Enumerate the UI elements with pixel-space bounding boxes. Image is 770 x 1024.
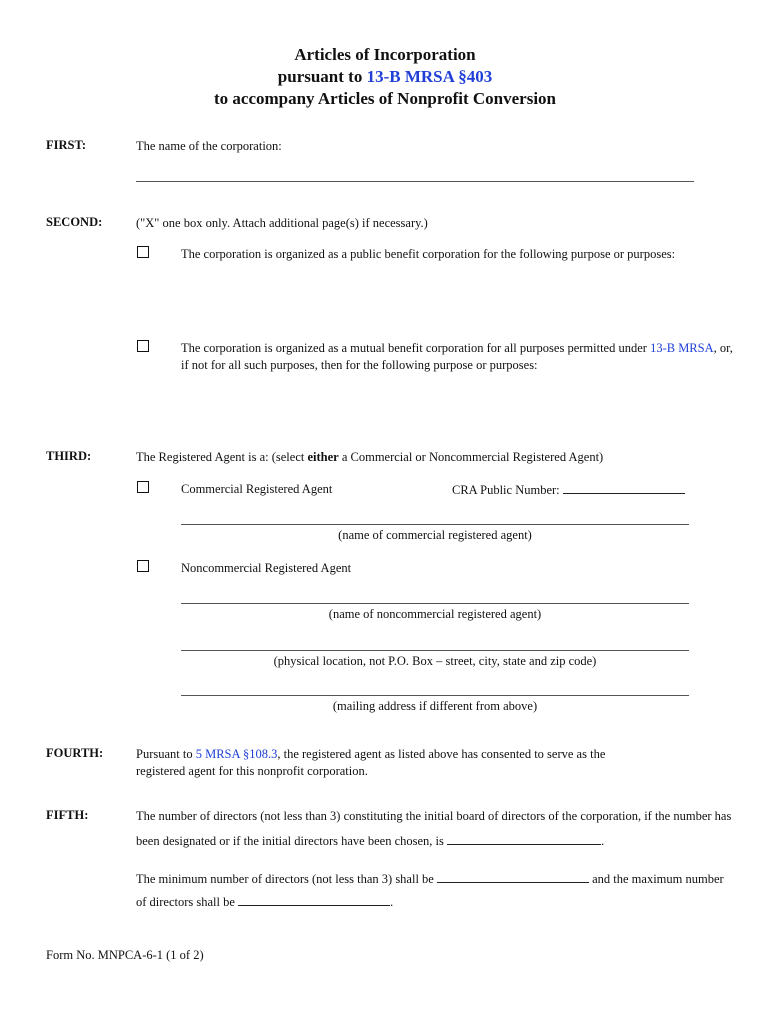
commercial-agent-label: Commercial Registered Agent bbox=[181, 482, 333, 496]
public-benefit-option-text: The corporation is organized as a public benefit corporation for the following purpose or purposes: bbox=[181, 247, 676, 261]
fourth-line-1 bbox=[136, 746, 605, 763]
title-line-2-prefix: pursuant to bbox=[277, 67, 367, 86]
section-label-first: FIRST: bbox=[46, 138, 87, 152]
section-label-third: THIRD: bbox=[46, 449, 92, 463]
maximum-directors-field[interactable] bbox=[238, 893, 390, 906]
commercial-agent-checkbox[interactable] bbox=[137, 481, 149, 493]
maximum-directors-prompt: and the maximum number bbox=[588, 872, 724, 886]
noncommercial-agent-checkbox[interactable] bbox=[137, 560, 149, 572]
period-1: . bbox=[601, 834, 605, 848]
statute-link-5-mrsa-108-3[interactable]: 5 MRSA §108.3 bbox=[195, 747, 278, 761]
minimum-directors-field[interactable] bbox=[437, 870, 589, 883]
title-line-3: to accompany Articles of Nonprofit Conversion bbox=[213, 89, 557, 108]
noncommercial-agent-label: Noncommercial Registered Agent bbox=[181, 561, 352, 575]
mutual-benefit-option-line-1 bbox=[181, 340, 733, 357]
public-benefit-checkbox[interactable] bbox=[137, 246, 149, 258]
mailing-address-caption: (mailing address if different from above) bbox=[332, 699, 538, 713]
fifth-para1-line-2 bbox=[136, 832, 604, 850]
title-line-2 bbox=[0, 66, 770, 88]
form-number: Form No. MNPCA-6-1 (1 of 2) bbox=[46, 948, 204, 962]
registered-agent-intro-prefix: The Registered Agent is a: (select bbox=[136, 450, 308, 464]
minimum-directors-prompt: The minimum number of directors (not less than 3) shall be bbox=[136, 872, 437, 886]
section-label-fourth: FOURTH: bbox=[46, 746, 104, 760]
registered-agent-intro-suffix: a Commercial or Noncommercial Registered Agent) bbox=[338, 450, 604, 464]
statute-link-13b-403[interactable]: 13-B MRSA §403 bbox=[366, 67, 493, 86]
statute-link-13b[interactable]: 13-B MRSA bbox=[650, 341, 714, 355]
title-line-1: Articles of Incorporation bbox=[294, 45, 476, 64]
cra-public-number-field[interactable] bbox=[563, 481, 685, 494]
noncommercial-agent-name-field[interactable] bbox=[181, 603, 689, 604]
registered-agent-intro bbox=[136, 449, 603, 466]
second-instruction: ("X" one box only. Attach additional page(s) if necessary.) bbox=[136, 216, 428, 230]
section-label-second: SECOND: bbox=[46, 215, 103, 229]
noncommercial-agent-name-caption: (name of noncommercial registered agent) bbox=[328, 607, 542, 621]
initial-directors-count-field[interactable] bbox=[447, 832, 601, 845]
initial-directors-prompt: been designated or if the initial directors have been chosen, is bbox=[136, 834, 448, 848]
mutual-benefit-text-prefix: The corporation is organized as a mutual benefit corporation for all purposes permitted under bbox=[181, 341, 651, 355]
fourth-line-2: registered agent for this nonprofit corporation. bbox=[136, 764, 368, 778]
fifth-para2-line-2 bbox=[136, 893, 393, 911]
registered-agent-intro-emphasis: either bbox=[307, 450, 339, 464]
corporation-name-field[interactable] bbox=[136, 181, 694, 182]
period-2: . bbox=[390, 895, 394, 909]
commercial-agent-name-caption: (name of commercial registered agent) bbox=[338, 528, 532, 542]
fifth-para2-line-1 bbox=[136, 870, 724, 888]
mutual-benefit-option-line-2: if not for all such purposes, then for the following purpose or purposes: bbox=[181, 358, 538, 372]
form-title bbox=[0, 44, 770, 110]
maximum-directors-prompt-2: of directors shall be bbox=[136, 895, 239, 909]
section-label-fifth: FIFTH: bbox=[46, 808, 89, 822]
mutual-benefit-checkbox[interactable] bbox=[137, 340, 149, 352]
fourth-line-1-suffix: , the registered agent as listed above has consented to serve as the bbox=[277, 747, 606, 761]
corporation-name-prompt: The name of the corporation: bbox=[136, 139, 282, 153]
commercial-agent-name-field[interactable] bbox=[181, 524, 689, 525]
mailing-address-field[interactable] bbox=[181, 695, 689, 696]
physical-location-caption: (physical location, not P.O. Box – street, city, state and zip code) bbox=[273, 654, 597, 668]
fourth-line-1-prefix: Pursuant to bbox=[136, 747, 196, 761]
cra-public-number-row bbox=[452, 481, 685, 499]
cra-public-number-label: CRA Public Number: bbox=[452, 483, 563, 497]
fifth-para1-line-1: The number of directors (not less than 3) constituting the initial board of directors of the corporation, if the number has bbox=[136, 809, 732, 823]
physical-location-field[interactable] bbox=[181, 650, 689, 651]
mutual-benefit-text-suffix: , or, bbox=[713, 341, 733, 355]
